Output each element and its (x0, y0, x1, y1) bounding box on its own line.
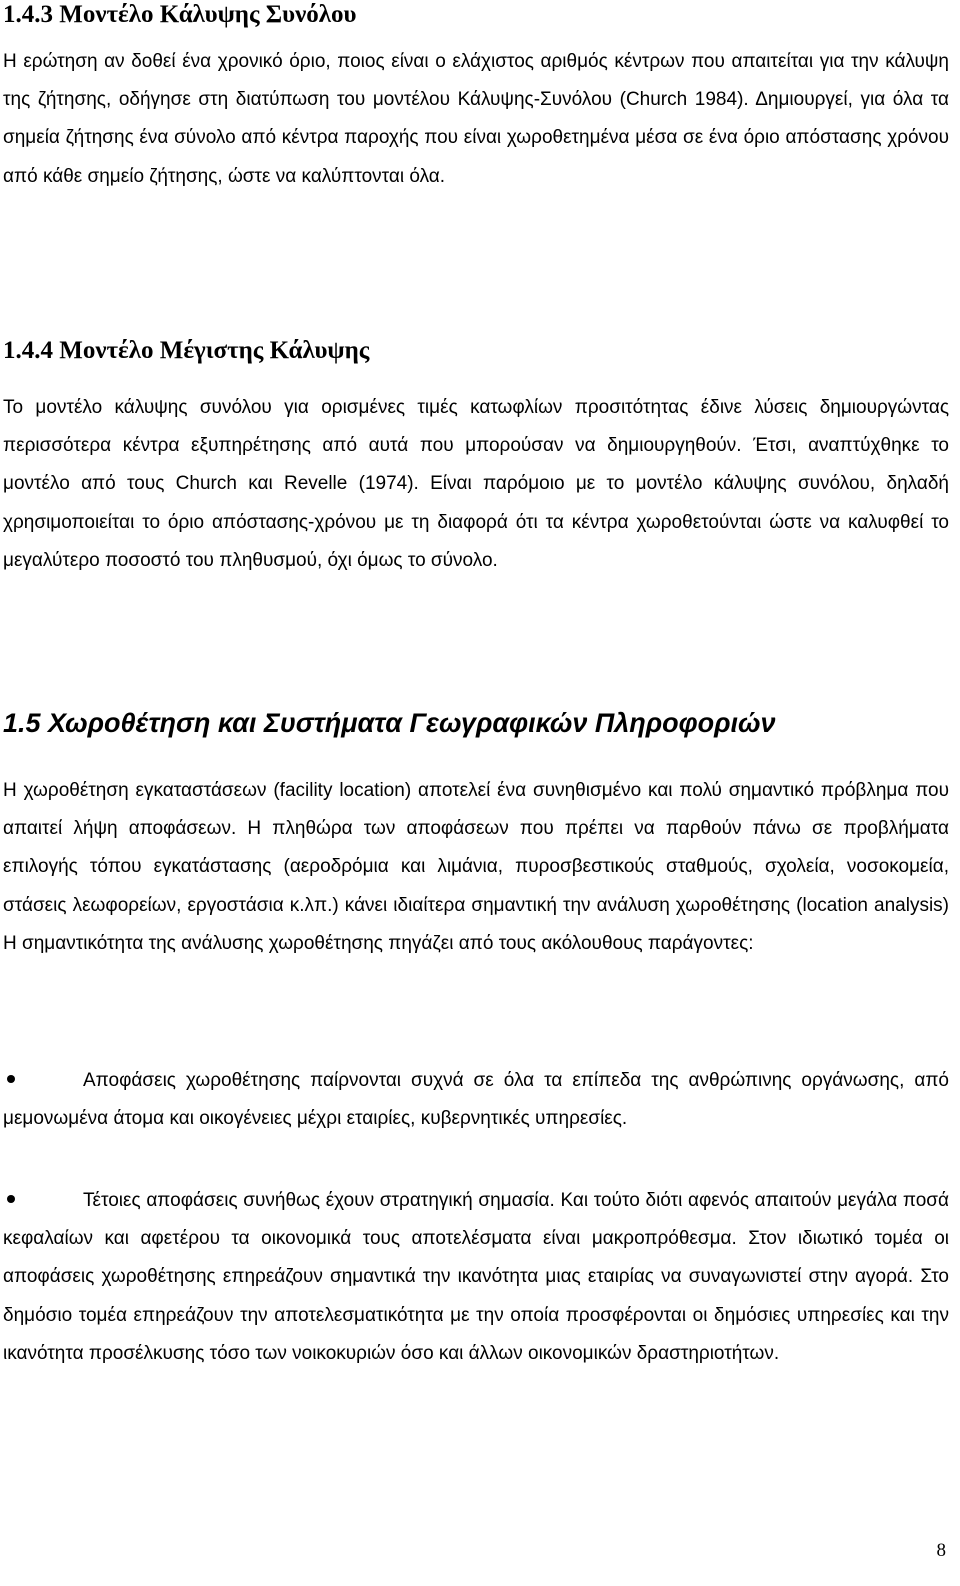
section-heading-1-4-4: 1.4.4 Μοντέλο Μέγιστης Κάλυψης (3, 337, 370, 364)
section-paragraph-1-4-4: Το μοντέλο κάλυψης συνόλου για ορισμένες τιμές κατωφλίων προσιτότητας έδινε λύσεις δημιουργώντας περισσότερα κέντρα εξυπηρέτησης από αυτά που μπορούσαν να δημιουργηθούν. Έτσι, αναπτύχθηκε το μοντέλο από τους Church και Revelle (1974). Είναι παρόμοιο με το μοντέλο κάλυψης συνόλου, δηλαδή χρησιμοποιείται το όριο απόστασης-χρόνου με τη διαφορά ότι τα κέντρα χωροθετούνται ώστε να καλυφθεί το μεγαλύτερο ποσοστό του πληθυσμού, όχι όμως το σύνολο. (3, 397, 949, 571)
bullet-text: Τέτοιες αποφάσεις συνήθως έχουν στρατηγική σημασία. Και τούτο διότι αφενός απαιτούν μεγάλα ποσά κεφαλαίων και αφετέρου τα οικονομικά τους αποτελέσματα είναι μακροπρόθεσμα. Στον ιδιωτικό τομέα οι αποφάσεις χωροθέτησης επηρεάζουν σημαντικά την ικανότητα μιας εταιρίας να συναγωνιστεί στην αγορά. Στο δημόσιο τομέα επηρεάζουν την αποτελεσματικότητα με την οποία προσφέρονται οι δημόσιες υπηρεσίες και την ικανότητα προσέλκυσης τόσο των νοικοκυριών όσο και άλλων οικονομικών δραστηριοτήτων. (3, 1190, 949, 1364)
bullet-icon (3, 1182, 83, 1220)
section-heading-1-4-3: 1.4.3 Μοντέλο Κάλυψης Συνόλου (3, 1, 357, 28)
bullet-item (3, 1182, 949, 1373)
section-paragraph-1-4-3: Η ερώτηση αν δοθεί ένα χρονικό όριο, ποιος είναι ο ελάχιστος αριθμός κέντρων που απαιτείται για την κάλυψη της ζήτησης, οδήγησε στη διατύπωση του μοντέλου Κάλυψης-Συνόλου (Church 1984). Δημιουργεί, για όλα τα σημεία ζήτησης ένα σύνολο από κέντρα παροχής που είναι χωροθετημένα μέσα σε ένα όριο απόστασης χρόνου από κάθε σημείο ζήτησης, ώστε να καλύπτονται όλα. (3, 51, 949, 187)
bullet-text: Αποφάσεις χωροθέτησης παίρνονται συχνά σε όλα τα επίπεδα της ανθρώπινης οργάνωσης, από μεμονωμένα άτομα και οικογένειες μέχρι εταιρίες, κυβερνητικές υπηρεσίες. (3, 1070, 949, 1130)
section-heading-1-5: 1.5 Χωροθέτηση και Συστήματα Γεωγραφικών Πληροφοριών (3, 708, 776, 738)
section-paragraph-1-5: Η χωροθέτηση εγκαταστάσεων (facility location) αποτελεί ένα συνηθισμένο και πολύ σημαντικό πρόβλημα που απαιτεί λήψη αποφάσεων. Η πληθώρα των αποφάσεων που πρέπει να παρθούν πάνω σε προβλήματα επιλογής τόπου εγκατάστασης (αεροδρόμια και λιμάνια, πυροσβεστικούς σταθμούς, σχολεία, νοσοκομεία, στάσεις λεωφορείων, εργοστάσια κ.λπ.) κάνει ιδιαίτερα σημαντική την ανάλυση χωροθέτησης (location analysis) Η σημαντικότητα της ανάλυσης χωροθέτησης πηγάζει από τους ακόλουθους παράγοντες: (3, 780, 949, 954)
bullet-item (3, 1062, 949, 1138)
bullet-icon (3, 1062, 83, 1100)
page-number: 8 (936, 1540, 946, 1561)
